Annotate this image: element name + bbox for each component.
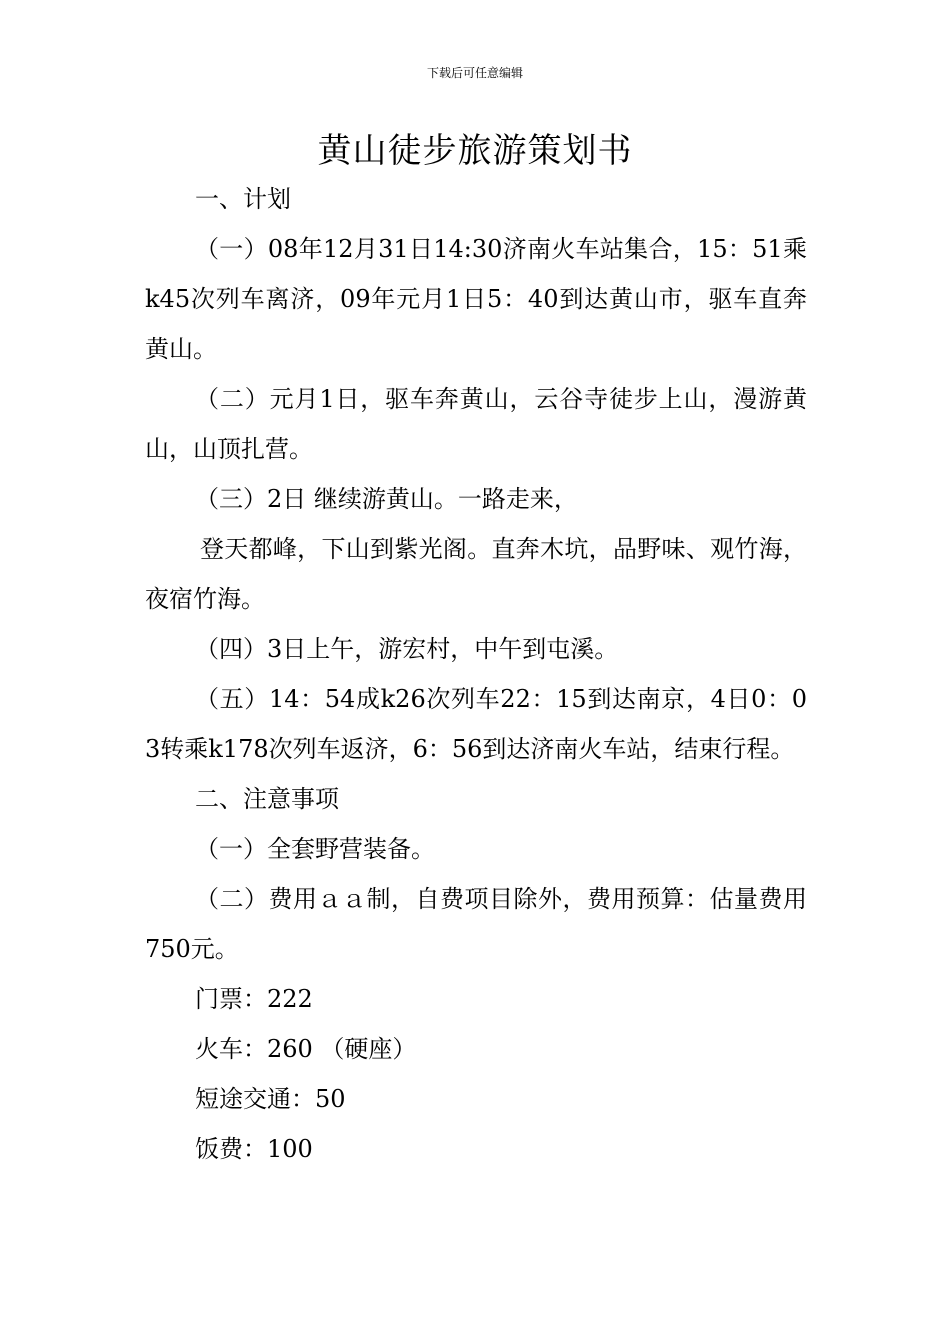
cost-train: 火车：260 （硬座） bbox=[195, 1035, 417, 1063]
paragraph-item-5: （五）14：54成k26次列车22：15到达南京，4日0：03转乘k178次列车返济，6：56到达济南火车站，结束行程。 bbox=[145, 685, 807, 763]
note-item-2: （二）费用ａａ制，自费项目除外，费用预算：估量费用750元。 bbox=[145, 885, 807, 963]
paragraph-item-2: （二）元月1日，驱车奔黄山，云谷寺徒步上山，漫游黄山，山顶扎营。 bbox=[145, 385, 807, 463]
section-heading-plan: 一、计划 bbox=[195, 185, 291, 213]
header-note: 下载后可任意编辑 bbox=[426, 66, 523, 80]
cost-meals: 饭费：100 bbox=[195, 1135, 313, 1163]
cost-ticket: 门票：222 bbox=[195, 985, 313, 1013]
note-item-1: （一）全套野营装备。 bbox=[195, 835, 435, 863]
cost-transport: 短途交通：50 bbox=[195, 1085, 346, 1113]
paragraph-item-3-continued: 登天都峰，下山到紫光阁。直奔木坑，品野味、观竹海，夜宿竹海。 bbox=[145, 535, 807, 613]
paragraph-item-1: （一）08年12月31日14:30济南火车站集合，15：51乘k45次列车离济，09年元月1日5：40到达黄山市，驱车直奔黄山。 bbox=[145, 235, 807, 363]
paragraph-item-4: （四）3日上午，游宏村，中午到屯溪。 bbox=[195, 635, 619, 663]
paragraph-item-3: （三）2日 继续游黄山。一路走来， bbox=[195, 485, 578, 513]
document-title: 黄山徒步旅游策划书 bbox=[317, 131, 633, 171]
document-body bbox=[145, 174, 807, 1174]
section-heading-notes: 二、注意事项 bbox=[195, 785, 339, 813]
